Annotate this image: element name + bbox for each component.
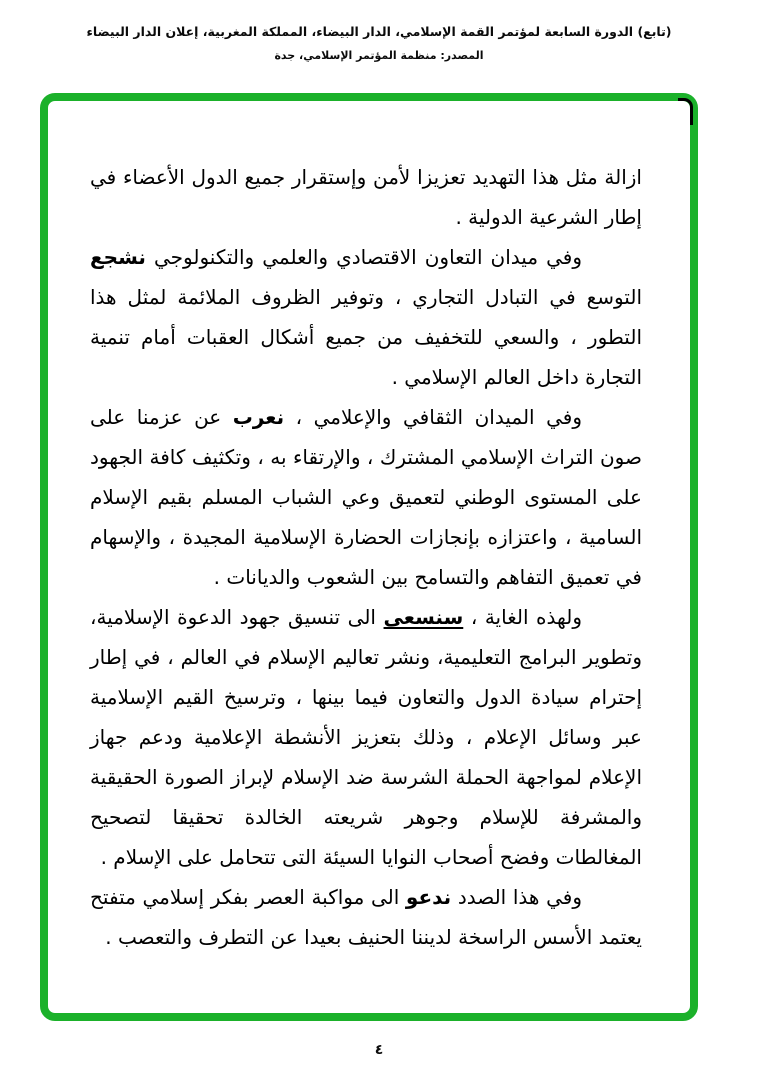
paragraph-text: التوسع في التبادل التجاري ، وتوفير الظروف الملائمة لمثل هذا التطور ، والسعي للتخفيف من جميع أشكال العقبات أمام تنمية التجارة داخل العالم الإسلامي . (90, 285, 642, 389)
emphasized-word: نعرب (232, 405, 285, 429)
emphasized-word: نشجع (90, 245, 146, 269)
paragraph (90, 397, 642, 597)
header-title: (تابع) الدورة السابعة لمؤتمر القمة الإسلامي، الدار البيضاء، المملكة المغربية، إعلان الدار البيضاء (86, 24, 672, 39)
scan-artifact-mark (678, 98, 693, 125)
paragraph-text: وفي ميدان التعاون الاقتصادي والعلمي والتكنولوجي (145, 245, 582, 269)
paragraph-text: الى تنسيق جهود الدعوة الإسلامية، وتطوير البرامج التعليمية، ونشر تعاليم الإسلام في العالم ، في إطار إحترام سيادة الدول والتعاون فيما بينها ، وترسيخ القيم الإسلامية عبر وسائل الإعلام ، وذلك بتعزيز الأنشطة الإعلامية ودعم جهاز الإعلام لمواجهة الحملة الشرسة ضد الإسلام لإبراز الصورة الحقيقية والمشرفة للإسلام وجوهر شريعته الخالدة تحقيقا لتصحيح المغالطات وفضح أصحاب النوايا السيئة التى تتحامل على الإسلام . (90, 605, 642, 869)
header-source: المصدر: منظمة المؤتمر الإسلامي، جدة (274, 49, 484, 62)
emphasized-word: ندعو (405, 885, 452, 909)
page-number: ٤ (374, 1042, 384, 1058)
emphasized-word: سنسعى (383, 605, 464, 629)
paragraph-text: الى مواكبة العصر بفكر إسلامي متفتح يعتمد الأسس الراسخة لديننا الحنيف بعيدا عن التطرف والتعصب . (90, 885, 642, 949)
green-border-frame (40, 93, 698, 1021)
paragraph (90, 157, 642, 237)
paragraph-text: عن عزمنا على صون التراث الإسلامي المشترك ، والإرتقاء به ، وتكثيف كافة الجهود على المستوى الوطني لتعميق وعي الشباب المسلم بقيم الإسلام السامية ، واعتزازه بإنجازات الحضارة الإسلامية المجيدة ، والإسهام في تعميق التفاهم والتسامح بين الشعوب والديانات . (90, 405, 642, 589)
document-body-text (90, 157, 642, 957)
paragraph-text: ولهذه الغاية ، (463, 605, 583, 629)
paragraph (90, 877, 642, 957)
page-header (0, 24, 758, 62)
paragraph-text: وفي الميدان الثقافي والإعلامي ، (284, 405, 583, 429)
paragraph-text: ازالة مثل هذا التهديد تعزيزا لأمن وإستقرار جميع الدول الأعضاء في إطار الشرعية الدولية . (90, 165, 642, 229)
paragraph (90, 597, 642, 877)
paragraph (90, 237, 642, 397)
paragraph-text: وفي هذا الصدد (451, 885, 582, 909)
